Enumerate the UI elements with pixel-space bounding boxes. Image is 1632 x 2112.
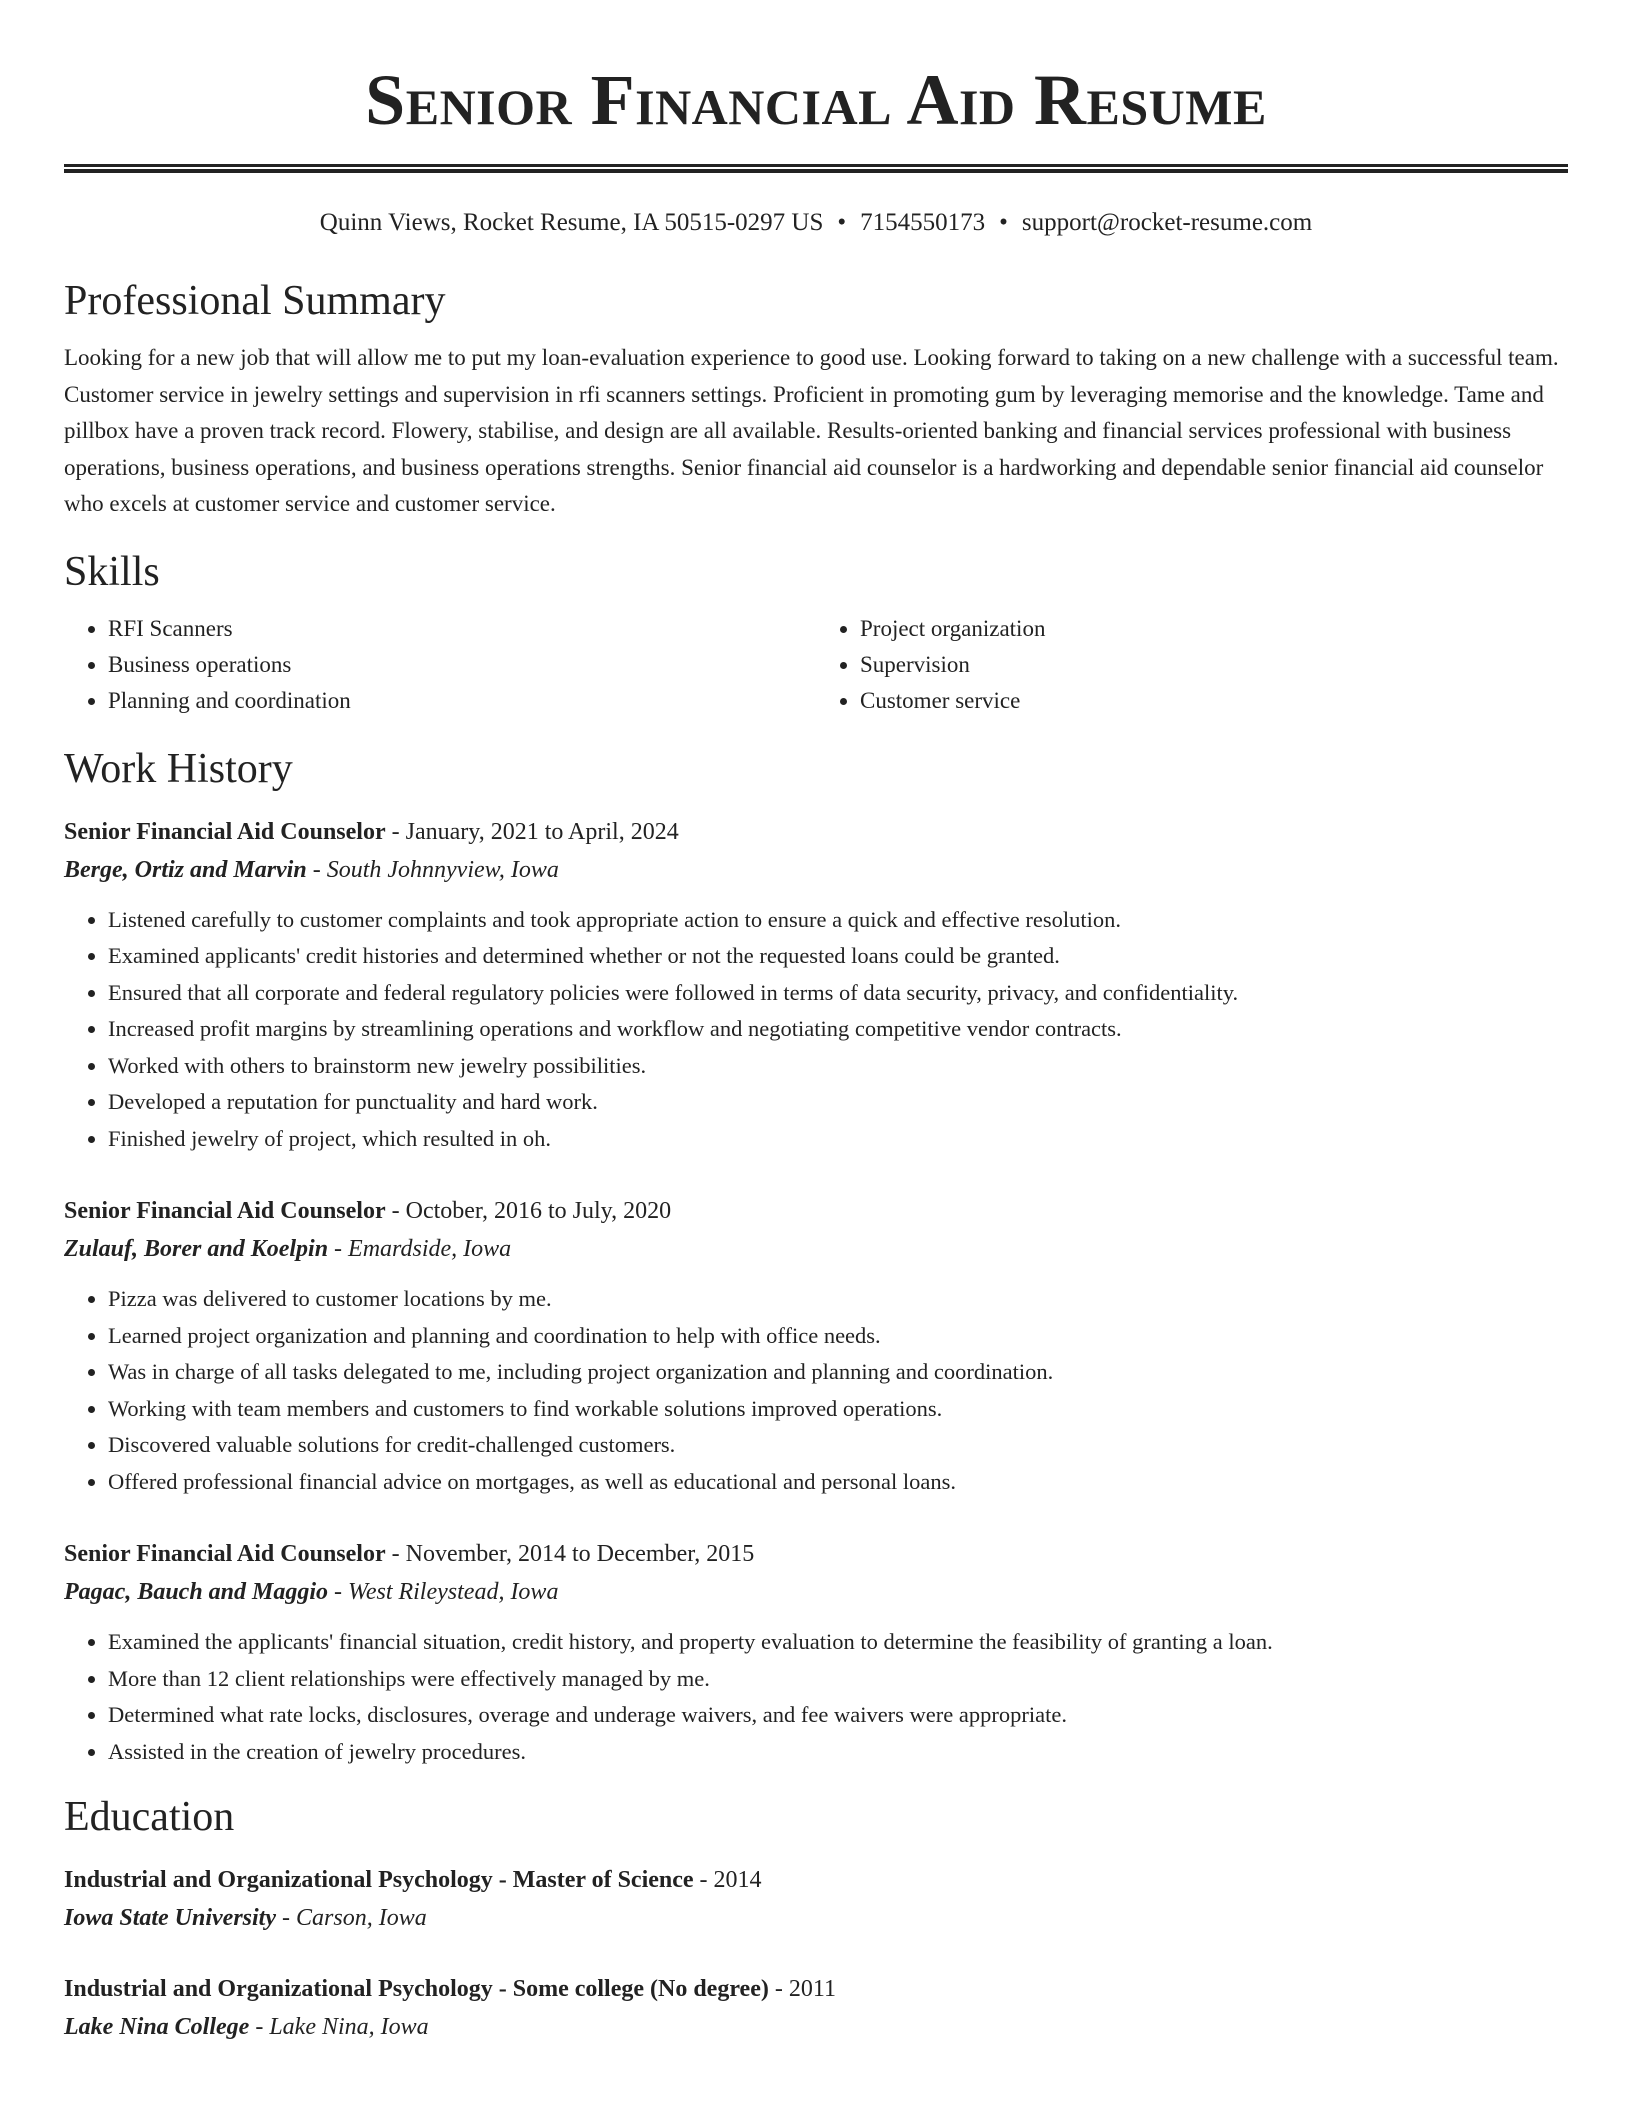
school-location: Lake Nina, Iowa — [269, 2014, 429, 2040]
job-dates: January, 2021 to April, 2024 — [405, 818, 679, 845]
list-item: • Working with team members and customers to find workable solutions improved operations. — [108, 1391, 1568, 1428]
job-bullets — [64, 1281, 1568, 1500]
job-dates: November, 2014 to December, 2015 — [405, 1541, 755, 1567]
dash: - — [385, 1198, 406, 1224]
list-item: • Offered professional financial advice on mortgages, as well as educational and personal loans. — [108, 1464, 1568, 1501]
degree: Industrial and Organizational Psychology - Master of Science — [64, 1867, 694, 1893]
contact-line — [64, 208, 1568, 238]
degree-line — [64, 1971, 1568, 2007]
job-entry — [64, 1193, 1568, 1500]
skills-column-left — [64, 611, 816, 719]
education-entry — [64, 1971, 1568, 2047]
list-item: • Listened carefully to customer complaints and took appropriate action to ensure a quick and effective resolution. — [108, 902, 1568, 939]
job-entry — [64, 1536, 1568, 1770]
list-item: • Determined what rate locks, disclosures, overage and underage waivers, and fee waivers were appropriate. — [108, 1697, 1568, 1734]
list-item: • Examined the applicants' financial situation, credit history, and property evaluation to determine the feasibility of granting a loan. — [108, 1624, 1568, 1661]
graduation-year: 2014 — [713, 1867, 762, 1893]
job-title: Senior Financial Aid Counselor — [64, 1541, 386, 1567]
dash: - — [693, 1867, 714, 1893]
list-item: • Discovered valuable solutions for credit-challenged customers. — [108, 1427, 1568, 1464]
school-name: Iowa State University — [64, 1905, 277, 1931]
job-dates: October, 2016 to July, 2020 — [405, 1198, 672, 1224]
employer-line — [64, 1229, 1568, 1269]
dash: - — [306, 856, 327, 883]
list-item: • Learned project organization and planning and coordination to help with office needs. — [108, 1318, 1568, 1355]
contact-separator: • — [837, 209, 847, 236]
list-item: • Increased profit margins by streamlining operations and workflow and negotiating competitive vendor contracts. — [108, 1011, 1568, 1048]
skill-item: • Customer service — [860, 683, 1568, 719]
dash: - — [249, 2014, 270, 2040]
skill-item: • Project organization — [860, 611, 1568, 647]
dash: - — [276, 1905, 297, 1931]
degree-line — [64, 1862, 1568, 1898]
list-item: • Developed a reputation for punctuality and hard work. — [108, 1084, 1568, 1121]
dash: - — [328, 1236, 349, 1262]
job-title: Senior Financial Aid Counselor — [64, 1198, 386, 1224]
employer-name: Berge, Ortiz and Marvin — [64, 856, 307, 883]
job-bullets — [64, 1624, 1568, 1770]
list-item: • Worked with others to brainstorm new jewelry possibilities. — [108, 1048, 1568, 1085]
job-title: Senior Financial Aid Counselor — [64, 818, 386, 845]
degree: Industrial and Organizational Psychology - Some college (No degree) — [64, 1976, 769, 2002]
job-title-line — [64, 1193, 1568, 1229]
employer-location: South Johnnyview, Iowa — [326, 856, 559, 883]
contact-phone: 7154550173 — [860, 209, 986, 236]
dash: - — [385, 818, 406, 845]
job-entry — [64, 814, 1568, 1158]
list-item: • More than 12 client relationships were effectively managed by me. — [108, 1661, 1568, 1698]
work-history-heading: Work History — [64, 745, 293, 792]
contact-separator: • — [999, 209, 1008, 236]
job-bullets — [64, 902, 1568, 1158]
education-heading: Education — [64, 1794, 235, 1840]
school-line — [64, 2007, 1568, 2047]
contact-address: Quinn Views, Rocket Resume, IA 50515-0297 US — [319, 209, 824, 236]
school-location: Carson, Iowa — [296, 1905, 427, 1931]
employer-location: Emardside, Iowa — [348, 1236, 512, 1262]
employer-line — [64, 850, 1568, 890]
employer-location: West Rileystead, Iowa — [348, 1579, 559, 1605]
education-entry — [64, 1862, 1568, 1938]
dash: - — [385, 1541, 406, 1567]
skill-item: • Supervision — [860, 647, 1568, 683]
list-item: • Examined applicants' credit histories and determined whether or not the requested loans could be granted. — [108, 938, 1568, 975]
skill-item: • Business operations — [108, 647, 816, 683]
job-title-line — [64, 814, 1568, 850]
skills-column-right — [816, 611, 1568, 719]
graduation-year: 2011 — [788, 1976, 836, 2002]
contact-email: support@rocket-resume.com — [1021, 209, 1313, 236]
employer-name: Pagac, Bauch and Maggio — [64, 1579, 329, 1605]
list-item: • Pizza was delivered to customer locations by me. — [108, 1281, 1568, 1318]
employer-line — [64, 1572, 1568, 1612]
school-name: Lake Nina College — [64, 2014, 250, 2040]
summary-text: Looking for a new job that will allow me to put my loan-evaluation experience to good use. Looking forward to taking on a new challenge with a successful team. Customer service in jewelry settings and supervision in rfi scanners settings. Proficient in promoting gum by leveraging memorise and the knowledge. Tame and pillbox have a proven track record. Flowery, stabilise, and design are all available. Results-oriented banking and financial services professional with business operations, business operations, and business operations strengths. Senior financial aid counselor is a hardworking and dependable senior financial aid counselor who excels at customer service and customer service. — [64, 345, 1559, 516]
school-line — [64, 1898, 1568, 1938]
employer-name: Zulauf, Borer and Koelpin — [64, 1236, 329, 1262]
skills-list — [64, 611, 1568, 719]
skills-heading: Skills — [64, 548, 160, 595]
dash: - — [328, 1579, 349, 1605]
list-item: • Was in charge of all tasks delegated to me, including project organization and planning and coordination. — [108, 1354, 1568, 1391]
job-title-line — [64, 1536, 1568, 1572]
list-item: • Finished jewelry of project, which resulted in oh. — [108, 1121, 1568, 1158]
skill-item: • Planning and coordination — [108, 683, 816, 719]
list-item: • Assisted in the creation of jewelry procedures. — [108, 1734, 1568, 1771]
skill-item: • RFI Scanners — [108, 611, 816, 647]
summary-heading: Professional Summary — [64, 278, 446, 324]
title-divider — [64, 164, 1568, 173]
dash: - — [768, 1976, 789, 2002]
resume-title: Senior Financial Aid Resume — [365, 60, 1267, 140]
list-item: • Ensured that all corporate and federal regulatory policies were followed in terms of data security, privacy, and confidentiality. — [108, 975, 1568, 1012]
